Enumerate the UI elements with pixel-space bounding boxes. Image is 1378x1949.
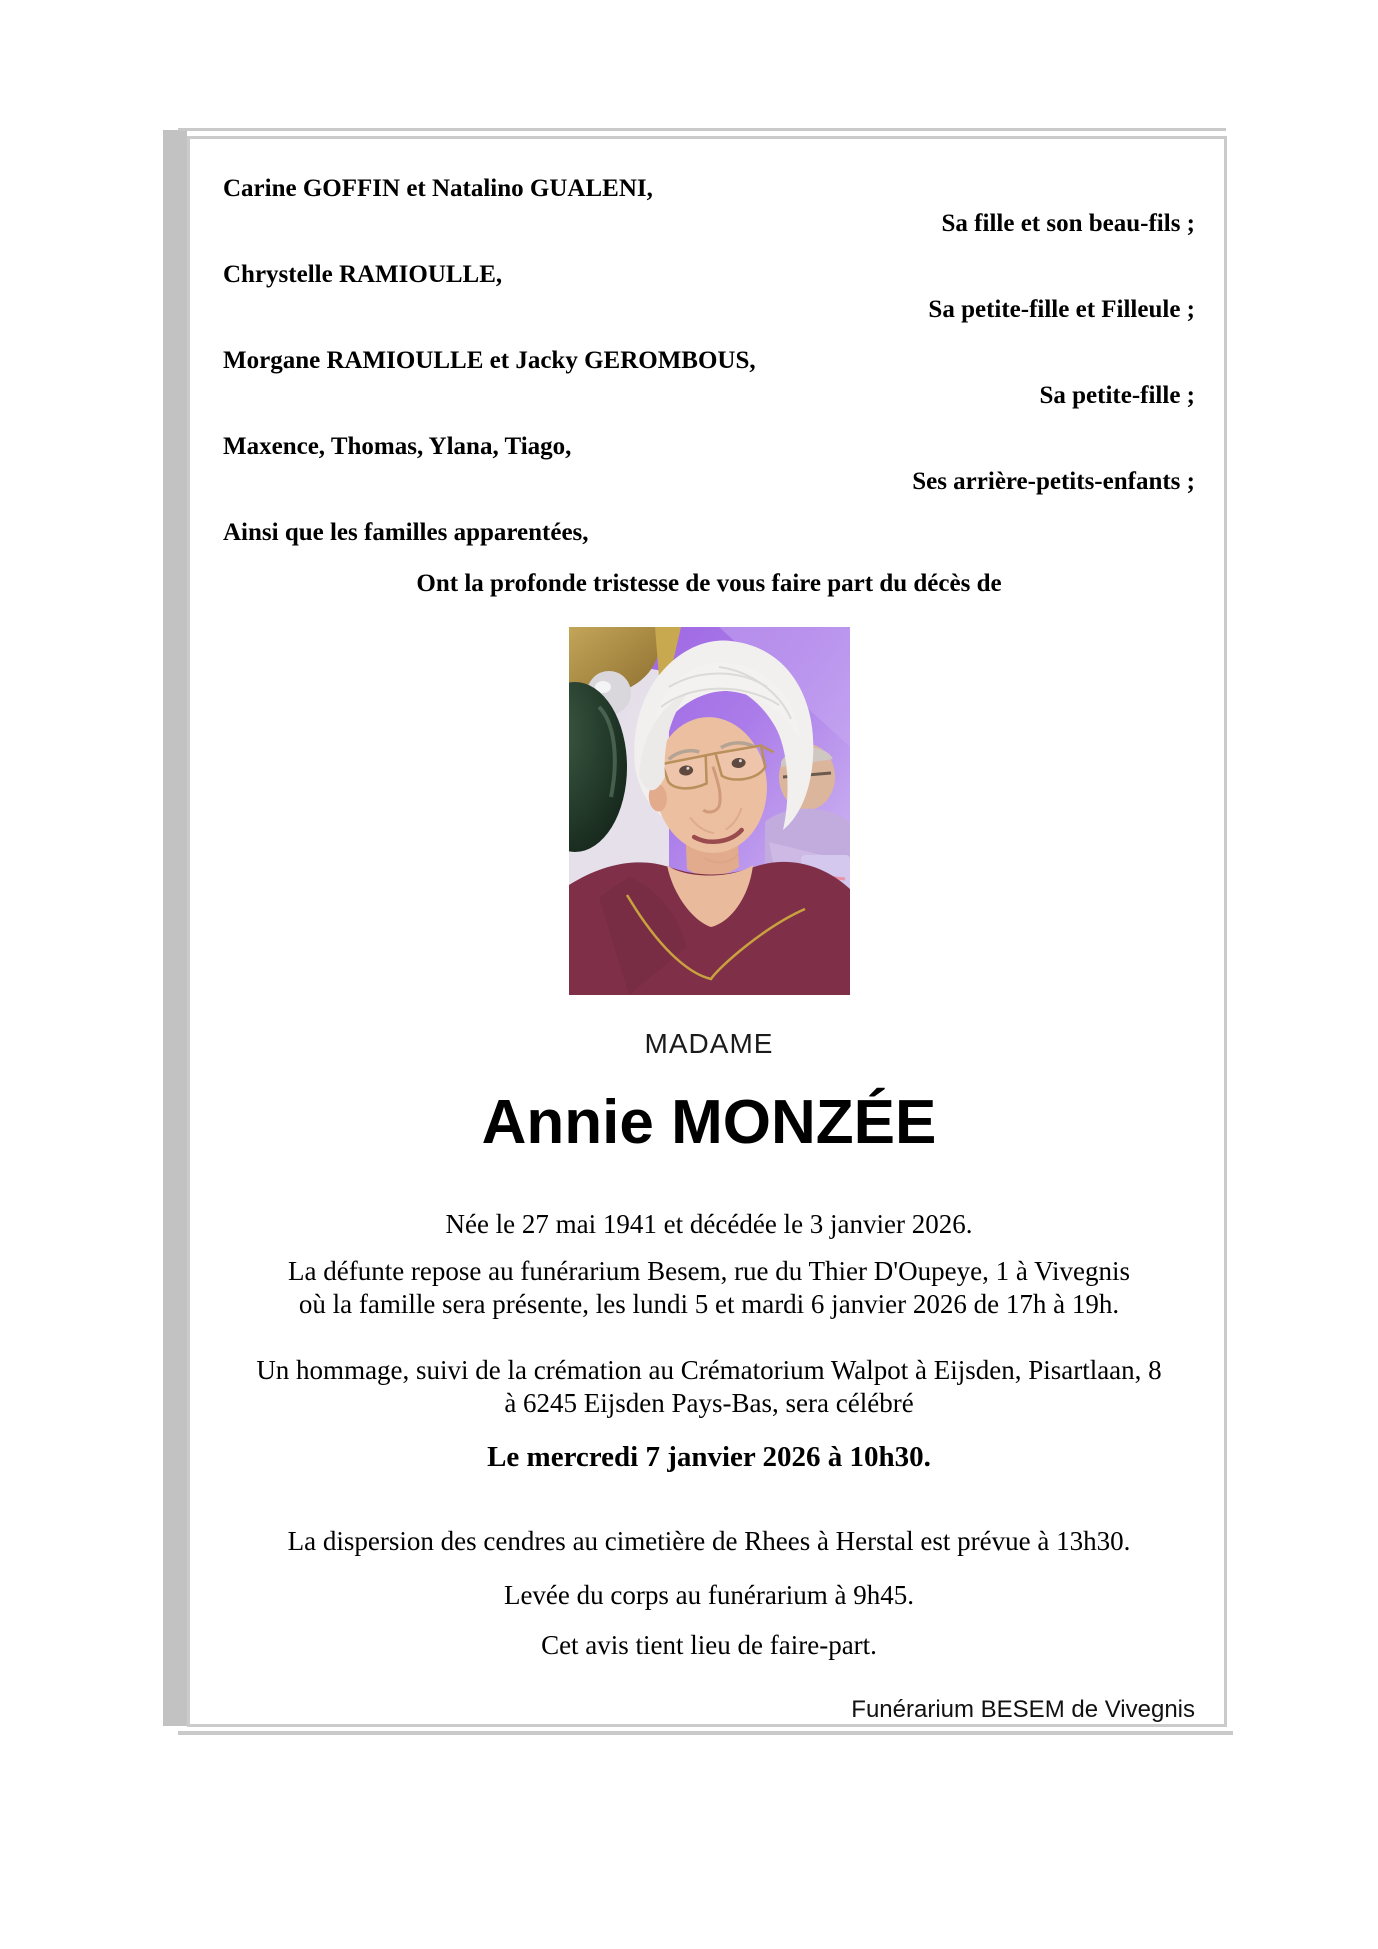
page-shadow-bottom — [178, 1731, 1233, 1735]
page-shadow-left — [163, 130, 187, 1726]
obituary-page — [187, 136, 1227, 1727]
family-relation-line: Sa fille et son beau-fils ; — [941, 210, 1195, 237]
family-names-line: Morgane RAMIOULLE et Jacky GEROMBOUS, — [223, 347, 756, 374]
deceased-name: Annie MONZÉE — [481, 1088, 937, 1157]
portrait-photo — [569, 627, 850, 995]
civility-title: MADAME — [644, 1028, 774, 1059]
family-names-line: Carine GOFFIN et Natalino GUALENI, — [223, 175, 653, 202]
family-names-line: Maxence, Thomas, Ylana, Tiago, — [223, 433, 572, 460]
ceremony-date-line: Le mercredi 7 janvier 2026 à 10h30. — [487, 1441, 931, 1473]
body-removal-line: Levée du corps au funérarium à 9h45. — [503, 1580, 915, 1610]
repose-line-2: où la famille sera présente, les lundi 5 et mardi 6 janvier 2026 de 17h à 19h. — [298, 1289, 1120, 1319]
family-relation-line: Sa petite-fille et Filleule ; — [928, 296, 1195, 323]
hommage-paragraph — [223, 1354, 1195, 1420]
hommage-line-1: Un hommage, suivi de la crémation au Crématorium Walpot à Eijsden, Pisartlaan, 8 — [256, 1355, 1162, 1385]
funeral-home-footer: Funérarium BESEM de Vivegnis — [851, 1696, 1195, 1723]
birth-death-line: Née le 27 mai 1941 et décédée le 3 janvier 2026. — [445, 1209, 973, 1239]
notice-line: Cet avis tient lieu de faire-part. — [541, 1630, 877, 1660]
repose-line-1: La défunte repose au funérarium Besem, rue du Thier D'Oupeye, 1 à Vivegnis — [288, 1256, 1130, 1286]
family-relation-line: Sa petite-fille ; — [1039, 382, 1195, 409]
page-shadow-top — [178, 128, 1226, 131]
ashes-dispersion-line: La dispersion des cendres au cimetière de Rhees à Herstal est prévue à 13h30. — [287, 1526, 1131, 1556]
family-names-line: Chrystelle RAMIOULLE, — [223, 261, 503, 288]
hommage-line-2: à 6245 Eijsden Pays-Bas, sera célébré — [504, 1388, 914, 1418]
family-relation-line: Ses arrière-petits-enfants ; — [912, 468, 1195, 495]
repose-paragraph — [223, 1255, 1195, 1321]
announcement-line: Ont la profonde tristesse de vous faire part du décès de — [416, 570, 1002, 597]
families-line: Ainsi que les familles apparentées, — [223, 519, 589, 546]
